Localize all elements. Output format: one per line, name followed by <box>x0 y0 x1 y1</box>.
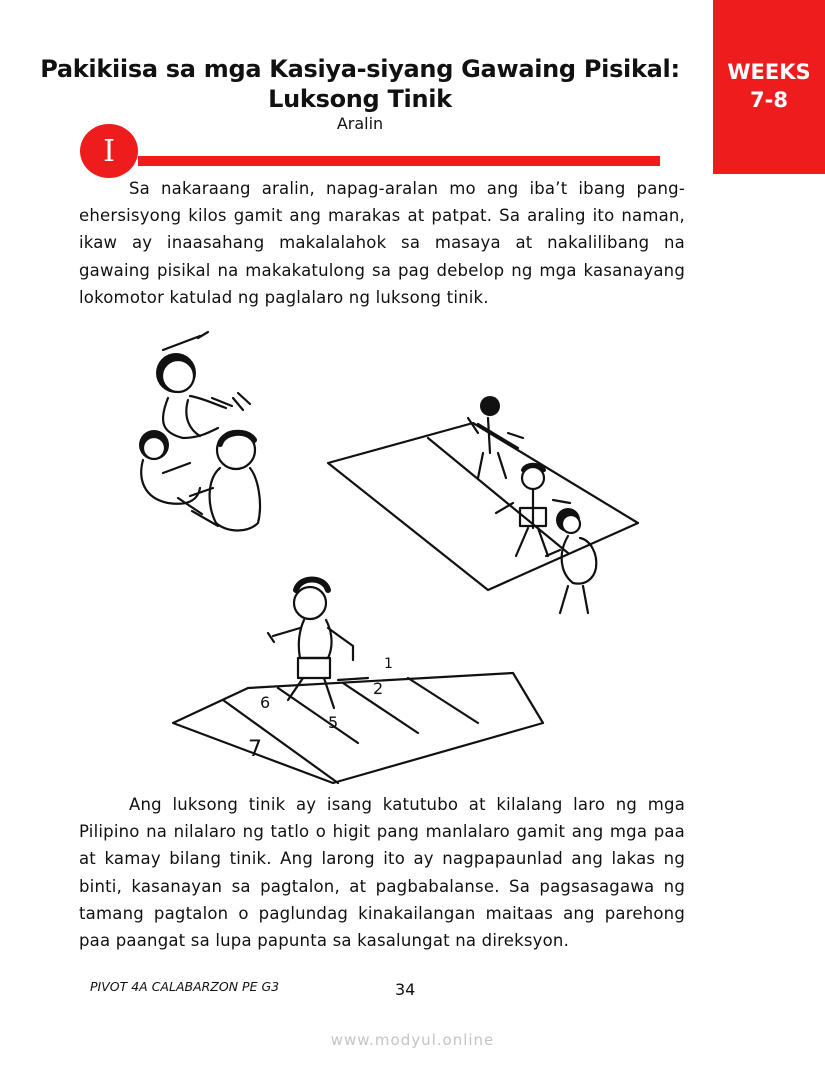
weeks-tab <box>713 0 825 174</box>
title-line-2: Luksong Tinik <box>268 85 452 113</box>
court-children-drawing <box>328 396 638 613</box>
hopscotch-number: 5 <box>328 713 339 732</box>
section-divider <box>138 156 660 166</box>
jumping-children-drawing <box>139 332 260 531</box>
hopscotch-number: 7 <box>248 737 262 762</box>
page-number: 34 <box>395 980 416 999</box>
hopscotch-drawing <box>173 580 543 784</box>
hopscotch-number: 1 <box>384 656 393 672</box>
description-paragraph: Ang luksong tinik ay isang katutubo at kilalang laro ng mga Pilipino na nilalaro ng tatlo o higit pang manlalaro gamit ang mga paa at kamay bilang tinik. Ang larong ito ay nagpapaunlad ang lakas ng binti, kasanayan sa pagtalon, at pagbabalanse. Sa pagsasagawa ng tamang pagtalon o paglundag kinakailangan maitaas ang parehong paa paangat sa lupa papunta sa kasalungat na direksyon. <box>79 795 685 951</box>
lesson-subtitle: Aralin <box>336 114 384 133</box>
hopscotch-number: 2 <box>373 679 384 698</box>
intro-paragraph: Sa nakaraang aralin, napag-aralan mo ang iba’t ibang pang-ehersisyong kilos gamit ang marakas at patpat. Sa araling ito naman, ikaw ay inaasahang makalalahok sa masaya at nakalilibang na gawaing pisikal na makakatulong sa pag debelop ng mga kasanayang lokomotor katulad ng paglalaro ng luksong tinik. <box>79 179 685 307</box>
luksong-tinik-illustration <box>128 328 648 788</box>
watermark: www.modyul.online <box>330 1031 495 1049</box>
section-badge: I <box>80 124 138 178</box>
footer-source: PIVOT 4A CALABARZON PE G3 <box>90 979 280 994</box>
weeks-range: 7-8 <box>750 88 788 112</box>
page-title <box>40 54 680 114</box>
hopscotch-number: 6 <box>260 693 271 712</box>
weeks-label: WEEKS <box>727 60 811 84</box>
title-line-1: Pakikiisa sa mga Kasiya-siyang Gawaing Pisikal: <box>40 55 680 83</box>
